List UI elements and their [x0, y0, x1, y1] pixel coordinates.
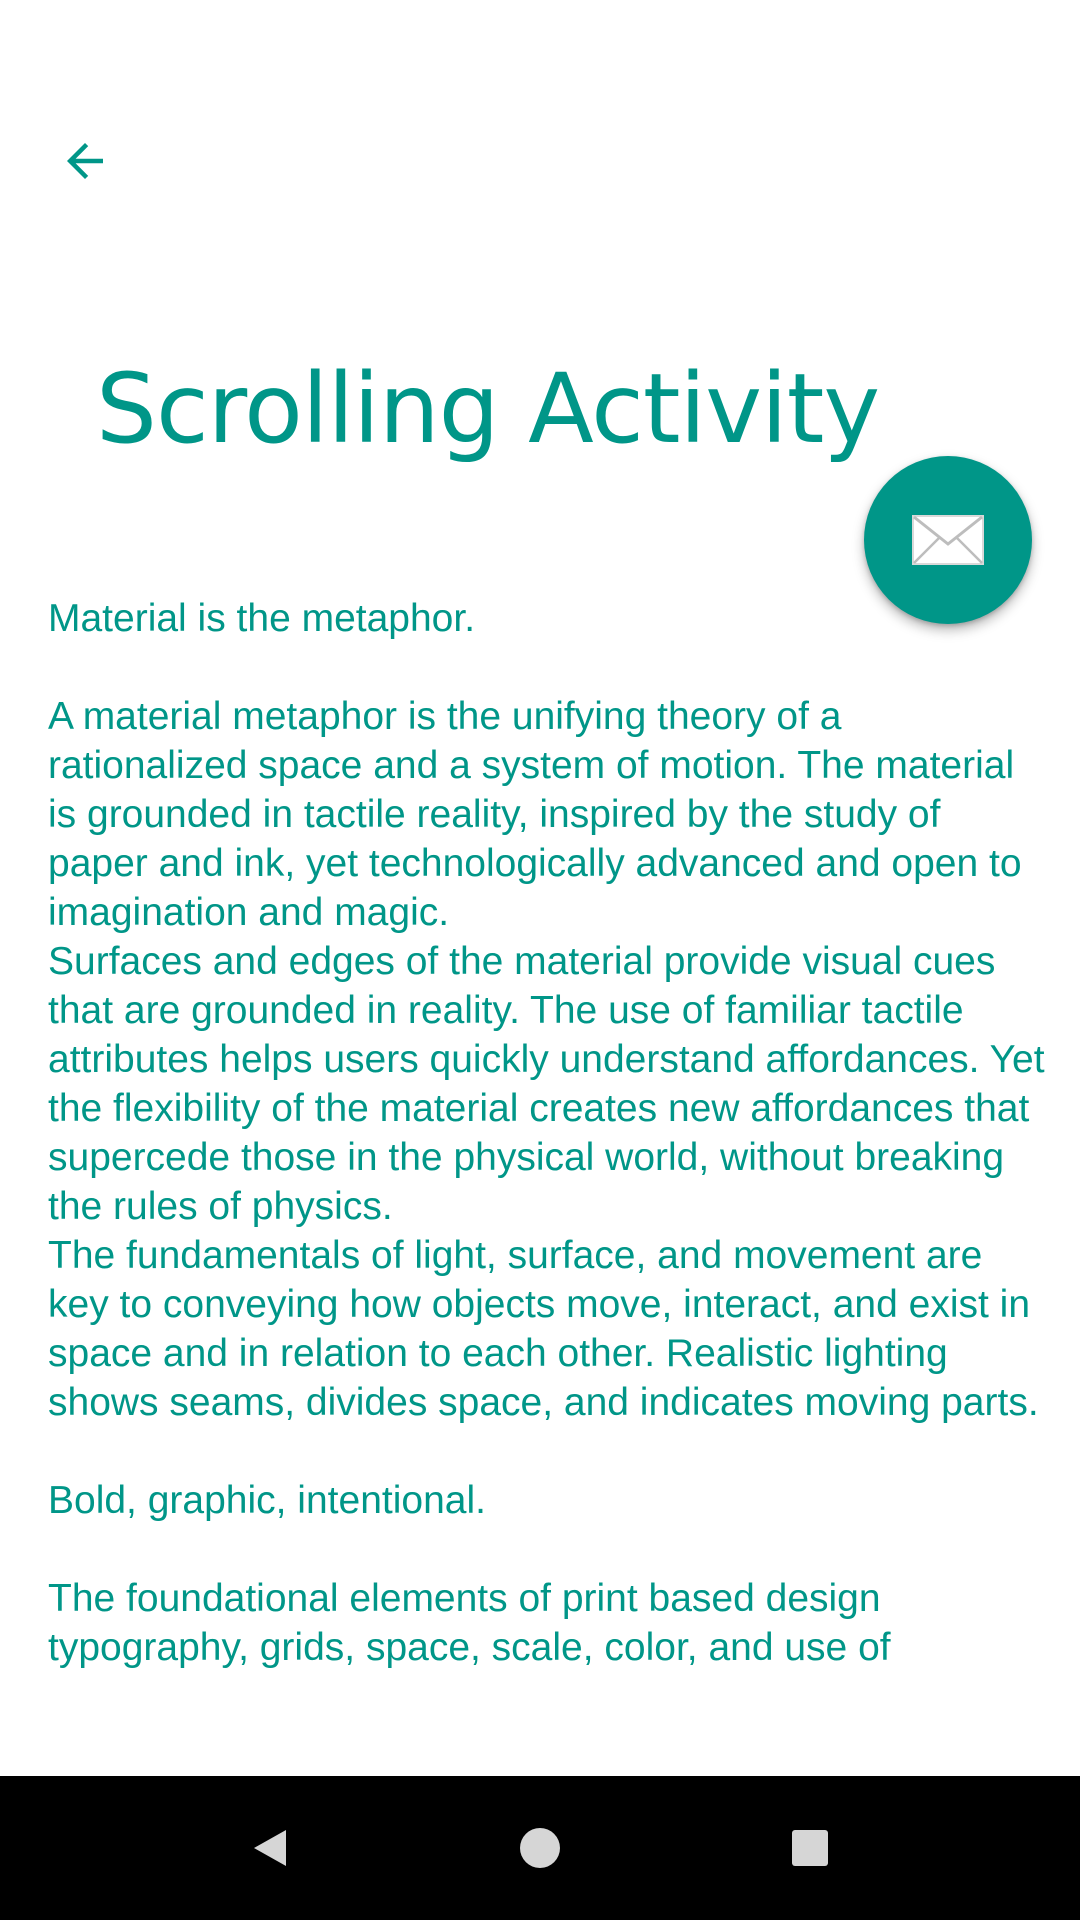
back-button[interactable]	[40, 116, 130, 206]
navigation-bar	[0, 1776, 1080, 1920]
content-paragraph: A material metaphor is the unifying theory of a rationalized space and a system of motion. The material is grounded in tactile reality, inspired by the study of paper and ink, yet technologically advanced and open to imagination and magic. Surfaces and edges of the material provide visual cues that are grounded in reality. The use of familiar tactile attributes helps users quickly understand affordances. Yet the flexibility of the material creates new affordances that supercede those in the physical world, without breaking the rules of physics. The fundamentals of light, surface, and movement are key to conveying how objects move, interact, and exist in space and in relation to each other. Realistic lighting shows seams, divides space, and indicates moving parts.	[48, 695, 1045, 1424]
page-title: Scrolling Activity	[96, 353, 880, 465]
content-paragraph: The foundational elements of print based design typography, grids, space, scale, color, and use of	[48, 1577, 891, 1669]
email-icon	[911, 514, 985, 566]
content-paragraph	[48, 1427, 1048, 1476]
nav-home-icon	[518, 1826, 562, 1870]
nav-back-button[interactable]	[234, 1812, 306, 1884]
content-paragraph: Bold, graphic, intentional.	[48, 1479, 486, 1522]
content-paragraph: Material is the metaphor.	[48, 597, 476, 640]
arrow-back-icon	[58, 134, 112, 188]
content-paragraph	[48, 643, 1048, 692]
nav-recents-button[interactable]	[774, 1812, 846, 1884]
nav-recents-icon	[788, 1826, 832, 1870]
nav-back-icon	[248, 1826, 292, 1870]
nav-home-button[interactable]	[504, 1812, 576, 1884]
scroll-content[interactable]	[48, 594, 1048, 1774]
content-paragraph	[48, 1525, 1048, 1574]
